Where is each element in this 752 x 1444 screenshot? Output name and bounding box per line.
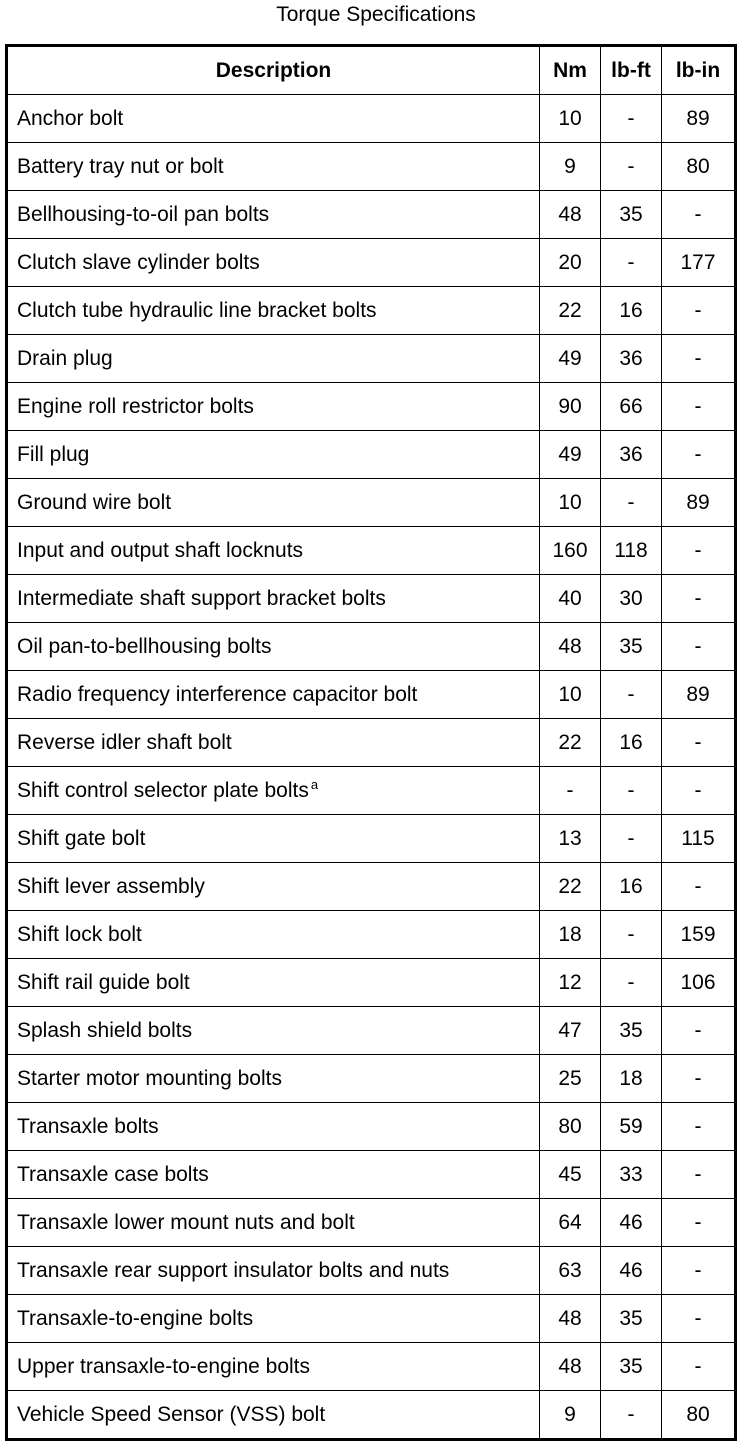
table-row	[7, 1295, 736, 1343]
torque-specifications-table	[5, 44, 737, 1441]
cell-description	[7, 1055, 540, 1103]
description-text: Transaxle lower mount nuts and bolt	[17, 1210, 355, 1234]
cell-lbft: 35	[601, 1007, 662, 1055]
cell-description	[7, 959, 540, 1007]
cell-lbin: -	[662, 1247, 736, 1295]
description-text: Drain plug	[17, 346, 113, 370]
table-row	[7, 767, 736, 815]
cell-nm: 45	[540, 1151, 601, 1199]
cell-lbin: -	[662, 383, 736, 431]
cell-description	[7, 239, 540, 287]
cell-nm: 18	[540, 911, 601, 959]
cell-nm: 20	[540, 239, 601, 287]
cell-lbft: -	[601, 1391, 662, 1440]
cell-nm: 22	[540, 719, 601, 767]
cell-nm: 40	[540, 575, 601, 623]
cell-lbin: -	[662, 1343, 736, 1391]
table-row	[7, 815, 736, 863]
cell-nm: 12	[540, 959, 601, 1007]
table-row	[7, 719, 736, 767]
description-text: Ground wire bolt	[17, 490, 172, 514]
cell-description	[7, 863, 540, 911]
cell-lbft: 35	[601, 623, 662, 671]
table-row	[7, 1007, 736, 1055]
cell-lbin: 80	[662, 1391, 736, 1440]
cell-description	[7, 191, 540, 239]
cell-description	[7, 815, 540, 863]
table-body	[7, 95, 736, 1440]
table-row	[7, 1055, 736, 1103]
cell-description	[7, 1247, 540, 1295]
description-text: Reverse idler shaft bolt	[17, 730, 232, 754]
cell-description	[7, 1103, 540, 1151]
cell-description	[7, 143, 540, 191]
table-row	[7, 623, 736, 671]
cell-lbin: -	[662, 527, 736, 575]
cell-lbin: 106	[662, 959, 736, 1007]
footnote-marker: a	[310, 776, 319, 792]
cell-nm: 47	[540, 1007, 601, 1055]
cell-description	[7, 383, 540, 431]
cell-lbft: -	[601, 479, 662, 527]
description-text: Input and output shaft locknuts	[17, 538, 304, 562]
cell-lbin: -	[662, 1151, 736, 1199]
cell-lbft: -	[601, 239, 662, 287]
cell-lbft: -	[601, 671, 662, 719]
cell-description	[7, 479, 540, 527]
cell-lbin: -	[662, 1007, 736, 1055]
cell-lbft: 36	[601, 431, 662, 479]
cell-nm: 13	[540, 815, 601, 863]
cell-nm: 22	[540, 287, 601, 335]
cell-lbft: 36	[601, 335, 662, 383]
cell-lbin: -	[662, 1103, 736, 1151]
table-caption: Torque Specifications	[276, 3, 476, 26]
description-text: Shift control selector plate bolts	[17, 778, 309, 802]
description-text: Starter motor mounting bolts	[17, 1066, 282, 1090]
cell-lbin: -	[662, 1055, 736, 1103]
cell-lbin: -	[662, 1199, 736, 1247]
cell-lbft: 16	[601, 287, 662, 335]
cell-description	[7, 1295, 540, 1343]
description-text: Shift lock bolt	[17, 922, 142, 946]
cell-lbft: 35	[601, 1343, 662, 1391]
table-row	[7, 95, 736, 143]
column-header-lbft: lb-ft	[601, 46, 662, 95]
cell-description	[7, 1391, 540, 1440]
cell-description	[7, 527, 540, 575]
description-text: Shift lever assembly	[17, 874, 205, 898]
cell-description	[7, 287, 540, 335]
cell-lbft: -	[601, 815, 662, 863]
cell-description	[7, 1199, 540, 1247]
cell-description	[7, 95, 540, 143]
cell-description	[7, 1151, 540, 1199]
cell-lbin: 177	[662, 239, 736, 287]
table-row	[7, 191, 736, 239]
cell-lbin: 115	[662, 815, 736, 863]
table-row	[7, 143, 736, 191]
table-row	[7, 1199, 736, 1247]
table-row	[7, 1151, 736, 1199]
table-row	[7, 527, 736, 575]
cell-description	[7, 575, 540, 623]
cell-lbin: 80	[662, 143, 736, 191]
cell-nm: 10	[540, 95, 601, 143]
table-row	[7, 431, 736, 479]
description-text: Radio frequency interference capacitor bolt	[17, 682, 418, 706]
description-text: Transaxle bolts	[17, 1114, 159, 1138]
cell-lbin: -	[662, 191, 736, 239]
cell-nm: 25	[540, 1055, 601, 1103]
table-row	[7, 575, 736, 623]
cell-lbin: -	[662, 863, 736, 911]
description-text: Shift gate bolt	[17, 826, 146, 850]
table-row	[7, 959, 736, 1007]
description-text: Oil pan-to-bellhousing bolts	[17, 634, 272, 658]
description-text: Bellhousing-to-oil pan bolts	[17, 202, 270, 226]
column-header-lbin: lb-in	[662, 46, 736, 95]
cell-nm: 9	[540, 143, 601, 191]
column-header-description: Description	[7, 46, 540, 95]
cell-description	[7, 671, 540, 719]
description-text: Anchor bolt	[17, 106, 124, 130]
cell-nm: 63	[540, 1247, 601, 1295]
table-row	[7, 863, 736, 911]
cell-lbft: -	[601, 143, 662, 191]
cell-lbft: 16	[601, 719, 662, 767]
cell-nm: 48	[540, 623, 601, 671]
cell-nm: 48	[540, 1343, 601, 1391]
cell-lbin: 89	[662, 95, 736, 143]
cell-lbft: 66	[601, 383, 662, 431]
cell-lbin: -	[662, 575, 736, 623]
cell-description	[7, 623, 540, 671]
cell-lbin: -	[662, 719, 736, 767]
table-row	[7, 1103, 736, 1151]
cell-lbft: -	[601, 767, 662, 815]
description-text: Fill plug	[17, 442, 90, 466]
cell-lbft: 33	[601, 1151, 662, 1199]
description-text: Transaxle case bolts	[17, 1162, 209, 1186]
description-text: Transaxle-to-engine bolts	[17, 1306, 254, 1330]
cell-nm: -	[540, 767, 601, 815]
cell-nm: 9	[540, 1391, 601, 1440]
cell-lbin: -	[662, 287, 736, 335]
cell-nm: 80	[540, 1103, 601, 1151]
cell-lbft: -	[601, 959, 662, 1007]
table-row	[7, 287, 736, 335]
cell-nm: 10	[540, 479, 601, 527]
cell-lbft: 30	[601, 575, 662, 623]
cell-nm: 160	[540, 527, 601, 575]
cell-lbft: 35	[601, 1295, 662, 1343]
cell-lbin: -	[662, 335, 736, 383]
cell-lbft: 59	[601, 1103, 662, 1151]
cell-lbft: 46	[601, 1247, 662, 1295]
cell-lbft: 18	[601, 1055, 662, 1103]
description-text: Clutch slave cylinder bolts	[17, 250, 260, 274]
cell-lbin: 89	[662, 479, 736, 527]
description-text: Battery tray nut or bolt	[17, 154, 224, 178]
description-text: Transaxle rear support insulator bolts and nuts	[17, 1258, 450, 1282]
cell-lbin: 89	[662, 671, 736, 719]
table-row	[7, 335, 736, 383]
cell-lbin: -	[662, 767, 736, 815]
description-text: Shift rail guide bolt	[17, 970, 190, 994]
description-text: Vehicle Speed Sensor (VSS) bolt	[17, 1402, 326, 1426]
cell-lbft: 16	[601, 863, 662, 911]
cell-nm: 48	[540, 1295, 601, 1343]
cell-nm: 90	[540, 383, 601, 431]
description-text: Upper transaxle-to-engine bolts	[17, 1354, 310, 1378]
cell-lbft: 46	[601, 1199, 662, 1247]
description-text: Intermediate shaft support bracket bolts	[17, 586, 386, 610]
cell-nm: 10	[540, 671, 601, 719]
description-text: Clutch tube hydraulic line bracket bolts	[17, 298, 377, 322]
cell-description	[7, 1007, 540, 1055]
cell-lbft: -	[601, 95, 662, 143]
cell-lbft: 35	[601, 191, 662, 239]
table-row	[7, 671, 736, 719]
table-row	[7, 1247, 736, 1295]
cell-nm: 48	[540, 191, 601, 239]
table-header-row	[7, 46, 736, 95]
cell-description	[7, 911, 540, 959]
cell-lbft: 118	[601, 527, 662, 575]
table-row	[7, 383, 736, 431]
cell-lbin: -	[662, 623, 736, 671]
cell-nm: 64	[540, 1199, 601, 1247]
cell-lbft: -	[601, 911, 662, 959]
cell-description	[7, 719, 540, 767]
cell-nm: 49	[540, 335, 601, 383]
cell-nm: 22	[540, 863, 601, 911]
cell-description	[7, 431, 540, 479]
cell-description	[7, 335, 540, 383]
table-row	[7, 479, 736, 527]
column-header-nm: Nm	[540, 46, 601, 95]
description-text: Engine roll restrictor bolts	[17, 394, 254, 418]
cell-lbin: -	[662, 1295, 736, 1343]
table-row	[7, 239, 736, 287]
cell-description	[7, 1343, 540, 1391]
cell-lbin: 159	[662, 911, 736, 959]
table-row	[7, 1391, 736, 1440]
description-text: Splash shield bolts	[17, 1018, 193, 1042]
cell-nm: 49	[540, 431, 601, 479]
cell-description	[7, 767, 540, 815]
cell-lbin: -	[662, 431, 736, 479]
table-row	[7, 911, 736, 959]
table-row	[7, 1343, 736, 1391]
